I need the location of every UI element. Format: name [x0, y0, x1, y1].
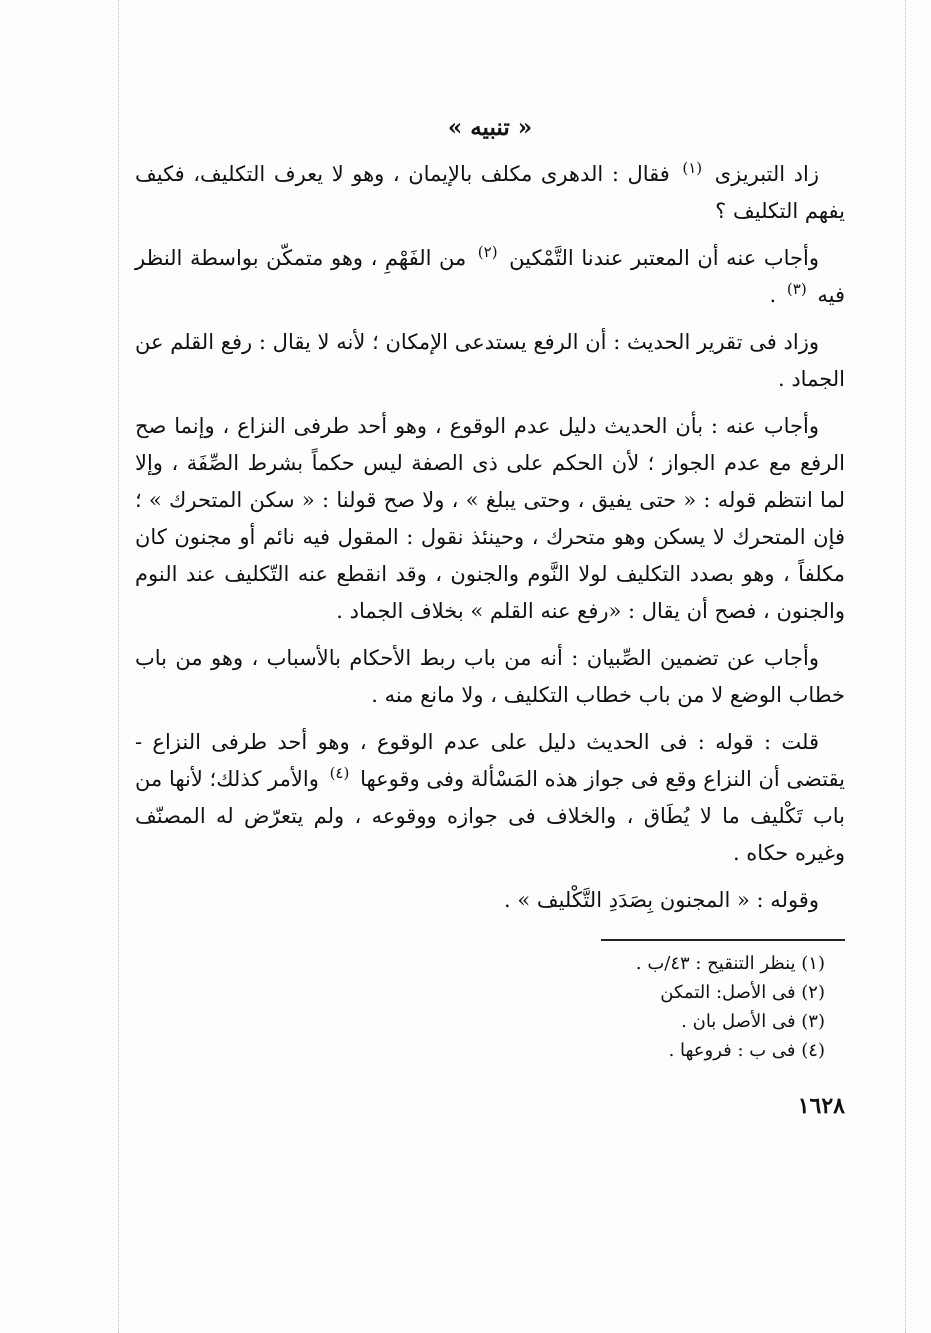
body-text [135, 156, 845, 919]
paragraph [135, 882, 845, 919]
paragraph-text: زاد التبريزى [714, 162, 819, 186]
footnote-ref: (١) [682, 159, 703, 177]
footnote: (٣) فى الأصل بان . [681, 1011, 825, 1032]
paragraph-text: والأمر كذلك؛ لأنها من باب تَكْليف ما لا يُطَاق ، والخلاف فى جوازه ووقوعه ، ولم يتعرّض له المصنّف وغيره حكاه . [135, 767, 845, 865]
page-edge-right [905, 0, 907, 1333]
paragraph [135, 640, 845, 714]
paragraph [135, 324, 845, 398]
section-heading: « تنبيه » [447, 114, 533, 141]
footnote-separator [601, 939, 845, 941]
footnote: (١) ينظر التنقيح : ٤٣/ب . [635, 953, 825, 974]
paragraph-text: وأجاب عنه أن المعتبر عندنا التَّمْكين [509, 246, 819, 270]
page-content [135, 100, 845, 1121]
paragraph [135, 408, 845, 630]
paragraph-text: وقوله : « المجنون بِصَدَدِ التَّكْليف » . [503, 888, 819, 912]
footnotes [135, 949, 845, 1065]
footnote-ref: (٣) [786, 280, 807, 298]
paragraph [135, 724, 845, 872]
paragraph-text: وأجاب عنه : بأن الحديث دليل عدم الوقوع ، وهو أحد طرفى النزاع ، وإنما صح الرفع مع عدم الجواز ؛ لأن الحكم على ذى الصفة ليس حكماً بشرط الصِّفَة ، وإلا لما انتظم قوله : « حتى يفيق ، وحتى يبلغ » ، ولا صح قولنا : « سكن المتحرك » ؛ فإن المتحرك لا يسكن وهو متحرك ، وحينئذ نقول : المقول فيه نائم أو مجنون كان مكلفاً ، وهو بصدد التكليف لولا النَّوم والجنون ، وقد انقطع عنه التّكليف عند النوم والجنون ، فصح أن يقال : «رفع عنه القلم » بخلاف الجماد . [135, 414, 845, 623]
paragraph-text: وزاد فى تقرير الحديث : أن الرفع يستدعى الإمكان ؛ لأنه لا يقال : رفع القلم عن الجماد . [135, 330, 845, 391]
paragraph-text: من الفَهْمِ ، وهو متمكّن بواسطة النظر فيه [135, 246, 845, 307]
paragraph-text: قلت : قوله : فى الحديث دليل على عدم الوقوع ، وهو أحد طرفى النزاع - يقتضى أن النزاع وقع فى جواز هذه المَسْألة وفى وقوعها [135, 730, 845, 791]
footnote: (٢) فى الأصل: التمكن [660, 982, 825, 1003]
footnote: (٤) فى ب : فروعها . [668, 1040, 825, 1061]
paragraph [135, 240, 845, 314]
paragraph-text: فقال : الدهرى مكلف بالإيمان ، وهو لا يعرف التكليف، فكيف يفهم التكليف ؟ [135, 162, 845, 223]
footnote-ref: (٤) [329, 764, 350, 782]
footnote-ref: (٢) [477, 243, 498, 261]
paragraph-text: وأجاب عن تضمين الصِّبيان : أنه من باب ربط الأحكام بالأسباب ، وهو من باب خطاب الوضع لا من باب خطاب التكليف ، ولا مانع منه . [135, 646, 845, 707]
paragraph [135, 156, 845, 230]
paragraph-text: . [769, 283, 777, 307]
page-number: ١٦٢٨ [797, 1093, 845, 1119]
page-edge-left [118, 0, 120, 1333]
